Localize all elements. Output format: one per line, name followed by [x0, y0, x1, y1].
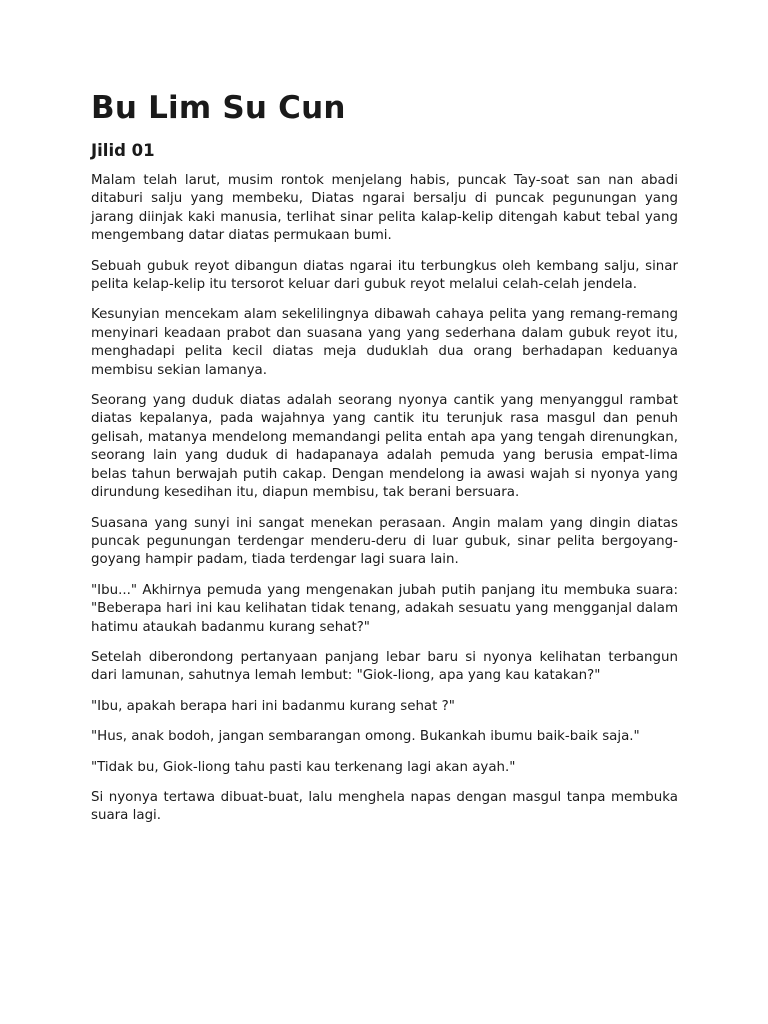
paragraph-3: Kesunyian mencekam alam sekelilingnya dibawah cahaya pelita yang remang-remang menyinari keadaan prabot dan suasana yang yang sederhana dalam gubuk reyot itu, menghadapi pelita kecil diatas meja duduklah dua orang berhadapan keduanya membisu sekian lamanya.: [91, 307, 678, 378]
document-page: [91, 86, 678, 838]
chapter-heading: Jilid 01: [91, 141, 155, 160]
paragraph-5: Suasana yang sunyi ini sangat menekan perasaan. Angin malam yang dingin diatas puncak pegunungan terdengar menderu-deru di luar gubuk, sinar pelita bergoyang-goyang hampir padam, tiada terdengar lagi suara lain.: [91, 515, 678, 568]
paragraph-9: "Hus, anak bodoh, jangan sembarangan omong. Bukankah ibumu baik-baik saja.": [91, 729, 640, 745]
paragraph-11: Si nyonya tertawa dibuat-buat, lalu menghela napas dengan masgul tanpa membuka suara lagi.: [91, 789, 678, 824]
paragraph-2: Sebuah gubuk reyot dibangun diatas ngarai itu terbungkus oleh kembang salju, sinar pelita kelap-kelip itu tersorot keluar dari gubuk reyot melalui celah-celah jendela.: [91, 258, 678, 293]
paragraph-8: "Ibu, apakah berapa hari ini badanmu kurang sehat ?": [91, 698, 455, 714]
document-title: Bu Lim Su Cun: [91, 90, 346, 126]
paragraph-10: "Tidak bu, Giok-liong tahu pasti kau terkenang lagi akan ayah.": [91, 759, 516, 775]
paragraph-4: Seorang yang duduk diatas adalah seorang nyonya cantik yang menyanggul rambat diatas kepalanya, pada wajahnya yang cantik itu terunjuk rasa masgul dan penuh gelisah, matanya mendelong memandangi pelita entah apa yang tengah direnungkan, seorang lain yang duduk di hadapanaya adalah pemuda yang berusia empat-lima belas tahun berwajah putih cakap. Dengan mendelong ia awasi wajah si nyonya yang dirundung kesedihan itu, diapun membisu, tak berani bersuara.: [91, 393, 678, 501]
paragraph-6: "Ibu..." Akhirnya pemuda yang mengenakan jubah putih panjang itu membuka suara: "Beberapa hari ini kau kelihatan tidak tenang, adakah sesuatu yang mengganjal dalam hatimu ataukah badanmu kurang sehat?": [91, 582, 678, 635]
paragraph-1: Malam telah larut, musim rontok menjelang habis, puncak Tay-soat san nan abadi ditaburi salju yang membeku, Diatas ngarai bersalju di puncak pegunungan yang jarang diinjak kaki manusia, terlihat sinar pelita kalap-kelip ditengah kabut tebal yang mengembang datar diatas permukaan bumi.: [91, 173, 678, 244]
paragraph-7: Setelah diberondong pertanyaan panjang lebar baru si nyonya kelihatan terbangun dari lamunan, sahutnya lemah lembut: "Giok-liong, apa yang kau katakan?": [91, 649, 678, 684]
